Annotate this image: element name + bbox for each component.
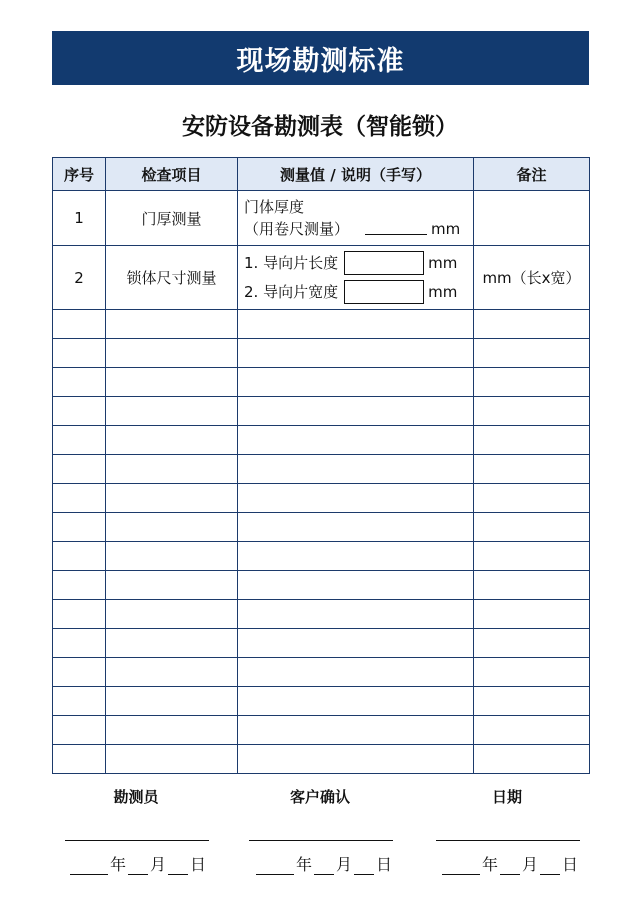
empty-cell[interactable]: [474, 397, 590, 426]
empty-cell[interactable]: [53, 513, 106, 542]
empty-cell[interactable]: [53, 368, 106, 397]
header-banner: [52, 31, 589, 85]
empty-cell[interactable]: [53, 310, 106, 339]
table-row: [53, 397, 590, 426]
empty-cell[interactable]: [474, 571, 590, 600]
empty-cell[interactable]: [106, 600, 238, 629]
row-item: 锁体尺寸测量: [106, 246, 238, 310]
empty-cell[interactable]: [106, 397, 238, 426]
table-row: [53, 600, 590, 629]
guide-length-box[interactable]: [344, 251, 424, 275]
table-row: [53, 426, 590, 455]
empty-cell[interactable]: [474, 687, 590, 716]
empty-cell[interactable]: [106, 687, 238, 716]
empty-cell[interactable]: [474, 368, 590, 397]
table-row: [53, 571, 590, 600]
empty-cell[interactable]: [238, 455, 474, 484]
header-note: 备注: [474, 158, 590, 191]
guide-width-box[interactable]: [344, 280, 424, 304]
empty-cell[interactable]: [106, 513, 238, 542]
door-thickness-label: 门体厚度: [244, 198, 305, 216]
empty-cell[interactable]: [53, 600, 106, 629]
empty-cell[interactable]: [474, 484, 590, 513]
table-row: [53, 191, 590, 246]
empty-cell[interactable]: [106, 484, 238, 513]
empty-cell[interactable]: [106, 716, 238, 745]
empty-cell[interactable]: [53, 455, 106, 484]
guide-length-label: 1. 导向片长度: [244, 254, 339, 272]
empty-cell[interactable]: [474, 542, 590, 571]
table-header-row: [53, 158, 590, 191]
table-row: [53, 484, 590, 513]
unit-label: mm: [428, 283, 458, 301]
door-thickness-blank[interactable]: [365, 224, 427, 235]
empty-cell[interactable]: [53, 542, 106, 571]
table-row: [53, 339, 590, 368]
empty-cell[interactable]: [238, 687, 474, 716]
empty-cell[interactable]: [474, 716, 590, 745]
row-number: 1: [53, 191, 106, 246]
empty-cell[interactable]: [474, 658, 590, 687]
empty-cell[interactable]: [53, 397, 106, 426]
empty-cell[interactable]: [474, 513, 590, 542]
empty-cell[interactable]: [106, 745, 238, 774]
measurement-cell[interactable]: [238, 191, 474, 246]
empty-cell[interactable]: [238, 368, 474, 397]
empty-cell[interactable]: [106, 368, 238, 397]
empty-cell[interactable]: [238, 745, 474, 774]
empty-cell[interactable]: [474, 600, 590, 629]
empty-cell[interactable]: [53, 745, 106, 774]
empty-cell[interactable]: [238, 542, 474, 571]
table-row: [53, 455, 590, 484]
header-no: 序号: [53, 158, 106, 191]
empty-cell[interactable]: [238, 629, 474, 658]
row-item: 门厚测量: [106, 191, 238, 246]
unit-label: mm: [431, 220, 461, 238]
empty-cell[interactable]: [474, 339, 590, 368]
header-measurement: 测量值 / 说明（手写）: [238, 158, 474, 191]
form-title: 安防设备勘测表（智能锁）: [182, 114, 458, 140]
note-cell: mm（长x宽）: [474, 246, 590, 310]
empty-cell[interactable]: [53, 629, 106, 658]
surveyor-label: 勘测员: [113, 788, 159, 806]
empty-cell[interactable]: [238, 339, 474, 368]
table-row: [53, 716, 590, 745]
empty-cell[interactable]: [106, 455, 238, 484]
customer-date[interactable]: 年 月 日: [256, 852, 394, 875]
table-row: [53, 658, 590, 687]
empty-cell[interactable]: [474, 629, 590, 658]
empty-cell[interactable]: [238, 658, 474, 687]
customer-confirm-label: 客户确认: [289, 788, 350, 806]
empty-cell[interactable]: [53, 716, 106, 745]
date-signature-line[interactable]: [436, 840, 580, 841]
guide-width-label: 2. 导向片宽度: [244, 283, 339, 301]
empty-cell[interactable]: [53, 339, 106, 368]
surveyor-date[interactable]: 年 月 日: [70, 852, 208, 875]
empty-cell[interactable]: [53, 571, 106, 600]
header-item: 检查项目: [106, 158, 238, 191]
note-cell[interactable]: [474, 191, 590, 246]
empty-cell[interactable]: [474, 455, 590, 484]
table-row: [53, 310, 590, 339]
empty-cell[interactable]: [474, 310, 590, 339]
empty-cell[interactable]: [474, 745, 590, 774]
empty-cell[interactable]: [238, 426, 474, 455]
empty-cell[interactable]: [106, 339, 238, 368]
empty-cell[interactable]: [106, 310, 238, 339]
customer-signature-line[interactable]: [249, 840, 393, 841]
measurement-cell: [238, 246, 474, 310]
unit-label: mm: [428, 254, 458, 272]
banner-title: 现场勘测标准: [236, 45, 405, 77]
empty-cell[interactable]: [106, 542, 238, 571]
date-date[interactable]: 年 月 日: [442, 852, 580, 875]
empty-cell[interactable]: [238, 397, 474, 426]
empty-cell[interactable]: [238, 310, 474, 339]
table-row: [53, 542, 590, 571]
surveyor-signature-line[interactable]: [65, 840, 209, 841]
empty-cell[interactable]: [106, 658, 238, 687]
table-row: [53, 368, 590, 397]
empty-cell[interactable]: [106, 426, 238, 455]
survey-table: [52, 157, 590, 774]
empty-cell[interactable]: [474, 426, 590, 455]
table-row: [53, 513, 590, 542]
table-row: [53, 246, 590, 310]
empty-cell[interactable]: [53, 484, 106, 513]
row-number: 2: [53, 246, 106, 310]
empty-cell[interactable]: [53, 687, 106, 716]
empty-cell[interactable]: [106, 629, 238, 658]
date-label: 日期: [491, 788, 522, 806]
table-row: [53, 629, 590, 658]
empty-cell[interactable]: [106, 571, 238, 600]
empty-cell[interactable]: [53, 658, 106, 687]
empty-cell[interactable]: [238, 484, 474, 513]
table-row: [53, 745, 590, 774]
empty-cell[interactable]: [238, 513, 474, 542]
empty-cell[interactable]: [53, 426, 106, 455]
table-row: [53, 687, 590, 716]
empty-cell[interactable]: [238, 716, 474, 745]
empty-cell[interactable]: [238, 600, 474, 629]
tape-measure-hint: （用卷尺测量）: [244, 220, 350, 238]
empty-cell[interactable]: [238, 571, 474, 600]
